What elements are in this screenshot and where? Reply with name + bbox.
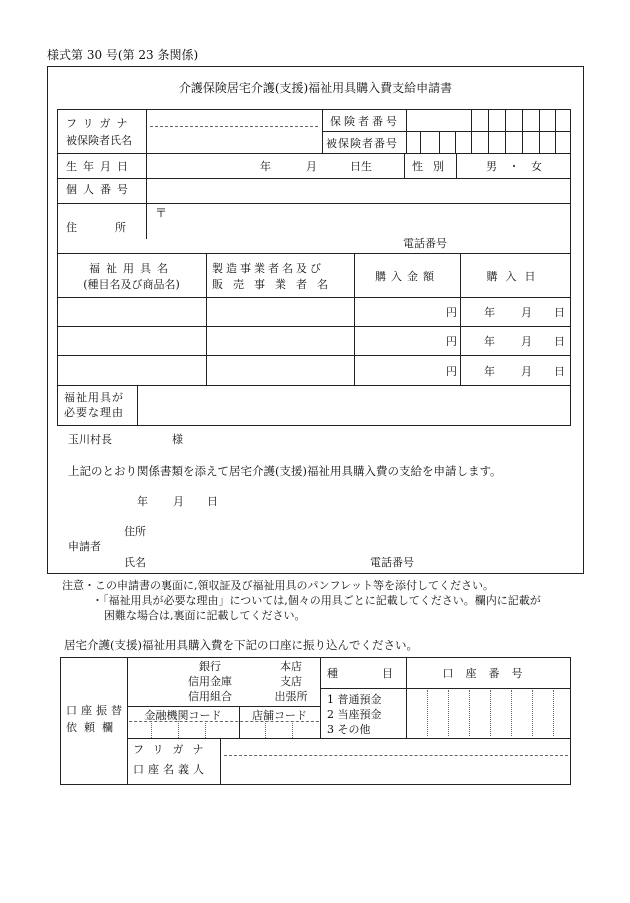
- institution-code-label: 金融機関コード: [144, 709, 222, 722]
- form-reference: 様式第 30 号(第 23 条関係): [47, 48, 199, 62]
- applicant-address-input[interactable]: [154, 522, 554, 538]
- gender-label: 性別: [412, 160, 454, 173]
- item-2-day-unit: 日: [554, 335, 565, 348]
- item-1-year-unit: 年: [484, 306, 495, 319]
- item-3-amount-input[interactable]: [357, 360, 442, 380]
- col-item-name-header: 福祉用具名: [89, 262, 174, 275]
- item-1-amount-input[interactable]: [357, 302, 442, 322]
- insured-name-label: 被保険者氏名: [66, 134, 132, 147]
- bank-name-input[interactable]: [131, 662, 179, 702]
- applicant-label: 申請者: [68, 540, 101, 553]
- insured-number-label: 被保険者番号: [326, 137, 398, 150]
- addressee-honorific: 様: [172, 433, 183, 446]
- application-day-unit: 日: [207, 495, 218, 508]
- account-type-current[interactable]: 2 当座預金: [327, 708, 382, 721]
- reason-textarea[interactable]: [141, 388, 570, 426]
- address-input[interactable]: [170, 206, 560, 222]
- application-month-unit: 月: [173, 495, 184, 508]
- branch-type-branch: 支店: [280, 675, 302, 688]
- holder-furigana-input[interactable]: [226, 740, 566, 753]
- personal-number-input[interactable]: [152, 180, 566, 200]
- bank-type-shinkin: 信用金庫: [188, 675, 232, 688]
- furigana-input[interactable]: [152, 111, 317, 125]
- address-phone-input[interactable]: [452, 235, 564, 249]
- holder-name-label: 口座名義人: [133, 763, 208, 776]
- item-1-month-unit: 月: [521, 306, 532, 319]
- bank-type-bank: 銀行: [199, 660, 221, 673]
- item-1-day-unit: 日: [554, 306, 565, 319]
- furigana-label: フリガナ: [66, 117, 134, 130]
- birth-year-unit: 年: [260, 160, 271, 173]
- item-3-maker-input[interactable]: [209, 360, 351, 380]
- form-title: 介護保険居宅介護(支援)福祉用具購入費支給申請書: [178, 81, 453, 95]
- bank-intro: 居宅介護(支援)福祉用具購入費を下記の口座に振り込んでください。: [64, 638, 418, 652]
- branch-type-main: 本店: [280, 660, 302, 673]
- item-2-yen-unit: 円: [446, 335, 457, 348]
- item-3-name-input[interactable]: [60, 360, 203, 380]
- branch-type-sub: 出張所: [274, 690, 308, 703]
- item-1-maker-input[interactable]: [209, 302, 351, 322]
- item-2-name-input[interactable]: [60, 331, 203, 351]
- reason-label-line1: 福祉用具が: [64, 391, 124, 404]
- bank-type-kumiai: 信用組合: [188, 690, 232, 703]
- insurer-number-label: 保険者番号: [330, 115, 400, 128]
- holder-name-input[interactable]: [226, 759, 566, 781]
- reason-label-line2: 必要な理由: [64, 406, 124, 419]
- address-label: 住所: [66, 221, 164, 234]
- account-number-label: 口座番号: [442, 667, 535, 680]
- applicant-name-label: 氏名: [124, 556, 146, 569]
- item-1-yen-unit: 円: [446, 306, 457, 319]
- col-item-name-subheader: (種目名及び商品名): [83, 278, 180, 291]
- applicant-name-input[interactable]: [154, 553, 354, 569]
- item-3-yen-unit: 円: [446, 365, 457, 378]
- col-date-header: 購入日: [486, 270, 544, 283]
- application-statement: 上記のとおり関係書類を添えて居宅介護(支援)福祉用具購入費の支給を申請します。: [68, 464, 502, 478]
- address-phone-label: 電話番号: [403, 237, 447, 250]
- personal-number-label: 個人番号: [66, 183, 134, 196]
- addressee: 玉川村長: [68, 433, 112, 446]
- item-1-name-input[interactable]: [60, 302, 203, 322]
- applicant-phone-label: 電話番号: [370, 556, 414, 569]
- birth-day-unit: 日生: [350, 160, 372, 173]
- col-maker-subheader: 販売事業者名: [212, 278, 338, 291]
- gender-options[interactable]: 男 ・ 女: [486, 160, 546, 173]
- insured-name-input[interactable]: [152, 130, 317, 150]
- account-type-label: 種目: [327, 667, 437, 680]
- birth-month-unit: 月: [306, 160, 317, 173]
- account-type-ordinary[interactable]: 1 普通預金: [327, 693, 382, 706]
- note-line-1: 注意・この申請書の裏面に,領収証及び福祉用具のパンフレット等を添付してください。: [62, 579, 494, 592]
- item-2-amount-input[interactable]: [357, 331, 442, 351]
- item-2-maker-input[interactable]: [209, 331, 351, 351]
- col-amount-header: 購入金額: [375, 270, 439, 283]
- item-3-year-unit: 年: [484, 365, 495, 378]
- account-type-other[interactable]: 3 その他: [327, 723, 371, 736]
- col-maker-header: 製造事業者名及び: [212, 262, 324, 275]
- note-line-3: 困難な場合は,裏面に記載してください。: [104, 609, 306, 622]
- item-2-month-unit: 月: [521, 335, 532, 348]
- item-2-year-unit: 年: [484, 335, 495, 348]
- application-year-unit: 年: [137, 495, 148, 508]
- branch-code-label: 店舗コード: [252, 709, 307, 722]
- bank-section-label-1: 口座振替: [66, 704, 126, 717]
- applicant-address-label: 住所: [124, 525, 146, 538]
- bank-section-label-2: 依頼欄: [66, 721, 120, 734]
- holder-furigana-label: フリガナ: [133, 743, 213, 756]
- note-line-2: ・「福祉用具が必要な理由」については,個々の用具ごとに記載してください。欄内に記載が: [92, 594, 541, 607]
- item-3-day-unit: 日: [554, 365, 565, 378]
- item-3-month-unit: 月: [521, 365, 532, 378]
- applicant-phone-input[interactable]: [420, 553, 560, 569]
- postal-mark: 〒: [155, 206, 168, 220]
- birth-date-label: 生年月日: [66, 160, 134, 173]
